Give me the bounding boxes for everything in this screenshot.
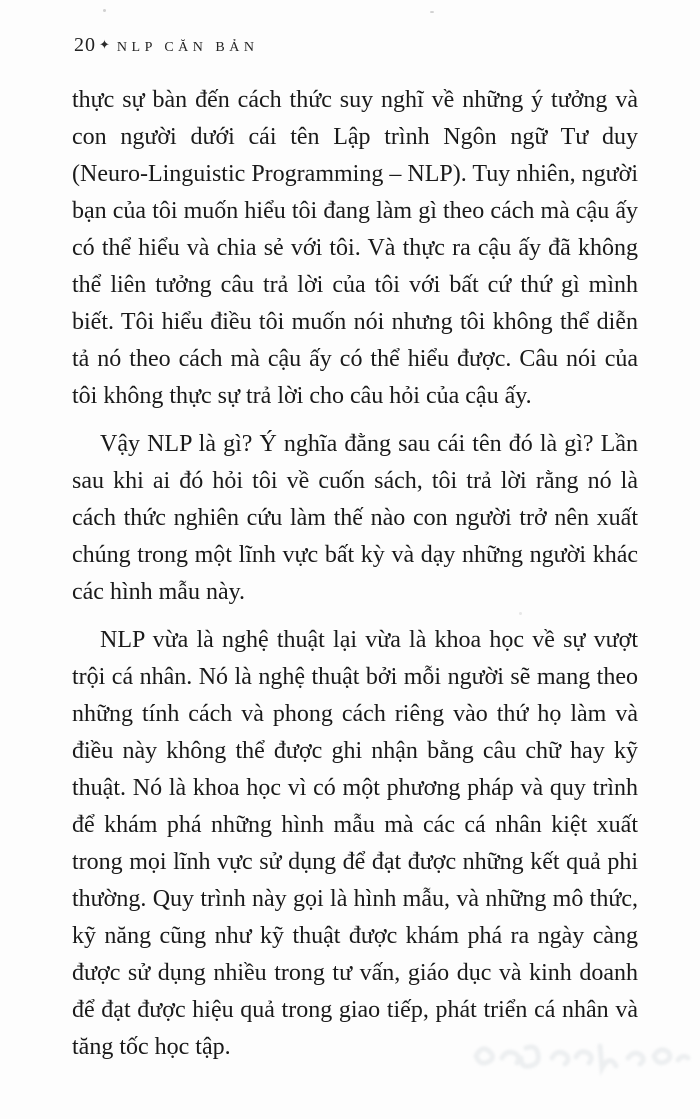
book-title: NLP CĂN BẢN	[116, 40, 259, 55]
page-number: 20	[74, 34, 96, 56]
star-icon: ✦	[99, 37, 110, 52]
scan-speck	[519, 612, 522, 615]
scan-speck	[430, 11, 434, 13]
paragraph: NLP vừa là nghệ thuật lại vừa là khoa học về sự vượt trội cá nhân. Nó là nghệ thuật bởi mỗi người sẽ mang theo những tính cách và phong cách riêng vào thứ họ làm và điều này không thể được ghi nhận bằng câu chữ hay kỹ thuật. Nó là khoa học vì có một phương pháp và quy trình để khám phá những hình mẫu mà các cá nhân kiệt xuất trong mọi lĩnh vực sử dụng để đạt được những kết quả phi thường. Quy trình này gọi là hình mẫu, và những mô thức, kỹ năng cũng như kỹ thuật được khám phá ra ngày càng được sử dụng nhiều trong tư vấn, giáo dục và kinh doanh để đạt được hiệu quả trong giao tiếp, phát triển cá nhân và tăng tốc học tập.	[72, 627, 638, 1060]
page-body	[72, 82, 638, 1077]
paragraph: Vậy NLP là gì? Ý nghĩa đằng sau cái tên đó là gì? Lần sau khi ai đó hỏi tôi về cuốn sách, tôi trả lời rằng nó là cách thức nghiên cứu làm thế nào con người trở nên xuất chúng trong một lĩnh vực bất kỳ và dạy những người khác các hình mẫu này.	[72, 431, 638, 605]
scan-speck	[103, 9, 106, 12]
page-header	[74, 34, 258, 57]
paragraph-continuation: thực sự bàn đến cách thức suy nghĩ về những ý tưởng và con người dưới cái tên Lập trình Ngôn ngữ Tư duy (Neuro-Linguistic Programming – NLP). Tuy nhiên, người bạn của tôi muốn hiểu tôi đang làm gì theo cách mà cậu ấy có thể hiểu và chia sẻ với tôi. Và thực ra cậu ấy đã không thể liên tưởng câu trả lời của tôi với bất cứ thứ gì mình biết. Tôi hiểu điều tôi muốn nói nhưng tôi không thể diễn tả nó theo cách mà cậu ấy có thể hiểu được. Câu nói của tôi không thực sự trả lời cho câu hỏi của cậu ấy.	[72, 87, 638, 409]
